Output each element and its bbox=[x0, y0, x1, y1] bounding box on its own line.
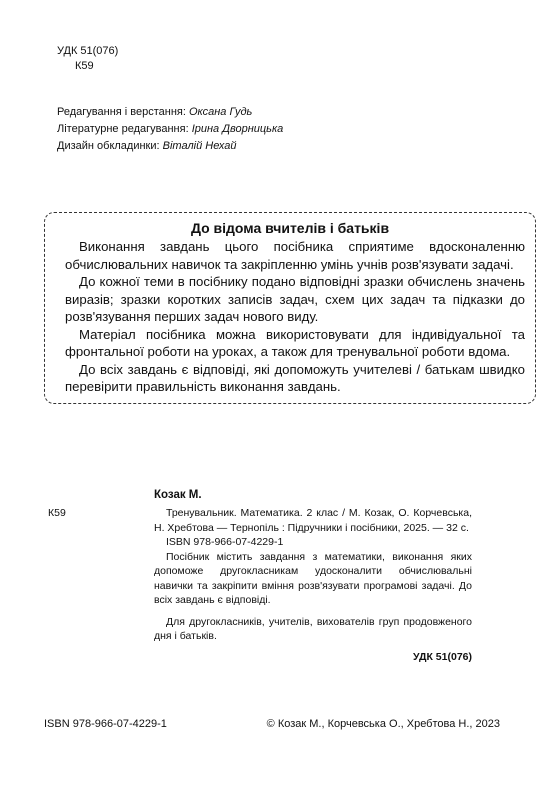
author-sign-code: К59 bbox=[75, 60, 94, 72]
card-isbn: ISBN 978-966-07-4229-1 bbox=[166, 536, 284, 548]
notice-paragraph: До всіх завдань є відповіді, які допоможуть учителеві / батькам швидко перевірити правильність виконання завдань. bbox=[65, 361, 525, 394]
notice-title: До відома вчителів і батьків bbox=[190, 220, 390, 236]
card-udk: УДК 51(076) bbox=[413, 650, 472, 663]
notice-paragraph: До кожної теми в посібнику подано відповідні зразки обчислень значень виразів; зразки коротких записів задач, схем цих задач та підказки до розв'язування перших задач нового виду. bbox=[65, 274, 525, 324]
footer-isbn: ISBN 978-966-07-4229-1 bbox=[44, 718, 167, 730]
udk-code: УДК 51(076) bbox=[57, 45, 119, 57]
footer-copyright: © Козак М., Корчевська О., Хребтова Н., 2023 bbox=[266, 718, 500, 730]
udk-block bbox=[57, 44, 118, 74]
card-bibliographic: Тренувальник. Математика. 2 клас / М. Козак, О. Корчевська, Н. Хребтова — Тернопіль : Підручники і посібники, 2025. — 32 с. bbox=[154, 507, 472, 534]
card-audience: Для другокласників, учителів, вихователів груп продовженого дня і батьків. bbox=[154, 615, 472, 642]
credit-value: Ірина Дворницька bbox=[191, 123, 284, 135]
credit-value: Оксана Гудь bbox=[189, 106, 253, 118]
notice-body bbox=[45, 236, 535, 396]
credit-label: Літературне редагування: bbox=[57, 123, 189, 135]
credit-cover-design bbox=[57, 138, 283, 155]
card-author: Козак М. bbox=[154, 489, 202, 501]
credit-label: Редагування і верстання: bbox=[57, 106, 186, 118]
card-annotation: Посібник містить завдання з математики, виконання яких допоможе другокласникам удосконалити обчислювальні навички та закріпити вміння розв'язувати програмові задачі. До всіх завдань є відповіді. bbox=[154, 550, 472, 606]
credit-value: Віталій Нехай bbox=[162, 140, 237, 152]
credits-block bbox=[57, 104, 283, 155]
notice-paragraph: Виконання завдань цього посібника сприятиме вдосконаленню обчислювальних навичок та закріпленню умінь учнів розв'язувати задачі. bbox=[65, 239, 525, 272]
notice-paragraph: Матеріал посібника можна використовувати для індивідуальної та фронтальної роботи на уроках, а також для тренувальної роботи вдома. bbox=[65, 326, 525, 359]
credit-literary-editing bbox=[57, 121, 283, 138]
card-code: К59 bbox=[48, 507, 66, 519]
credit-editing bbox=[57, 104, 283, 121]
credit-label: Дизайн обкладинки: bbox=[57, 140, 160, 152]
notice-box bbox=[44, 212, 536, 404]
card-text bbox=[154, 506, 472, 664]
